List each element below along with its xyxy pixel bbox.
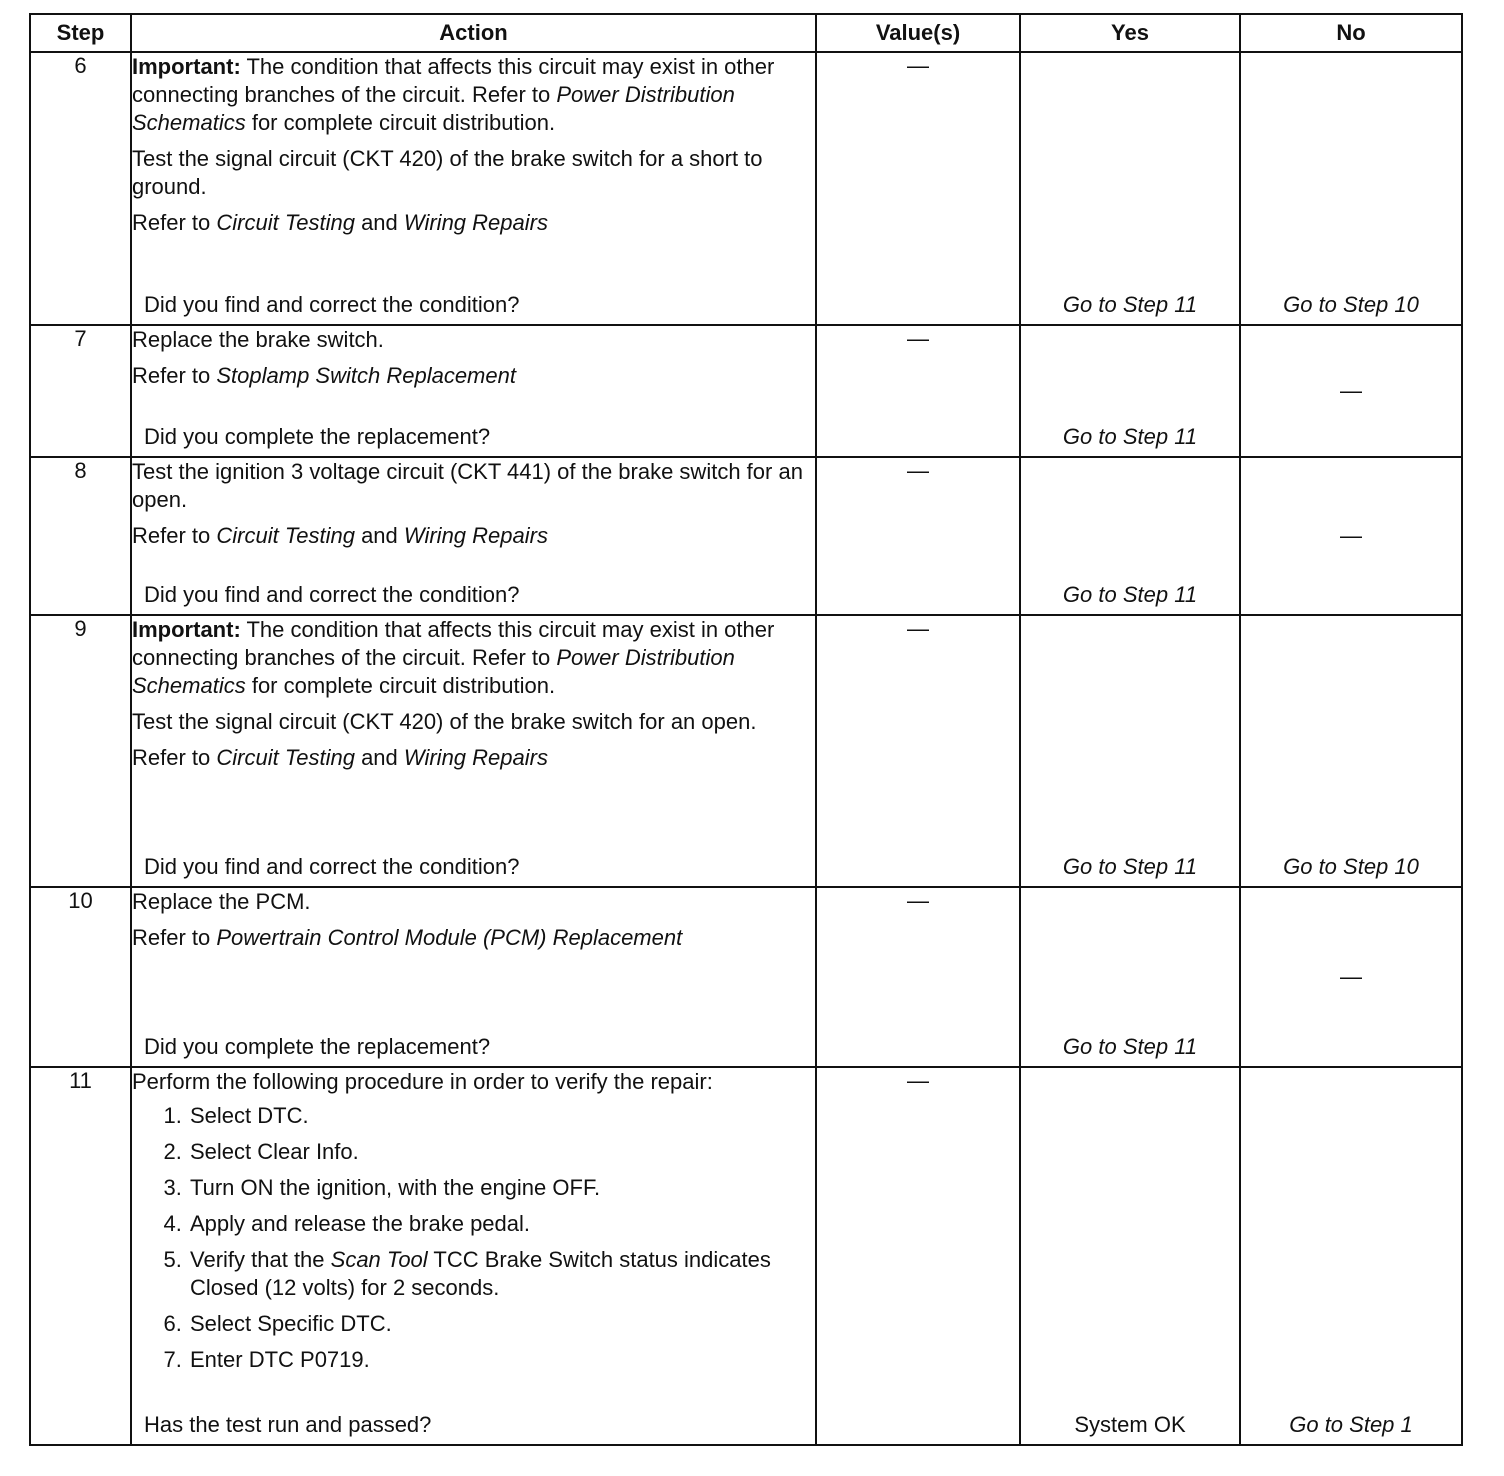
no-cell [1240,457,1462,615]
yes-outcome: Go to Step 11 [1062,292,1198,317]
header-values: Value(s) [816,14,1020,52]
refer-line [132,209,815,237]
refer-prefix: Refer to [132,523,217,548]
action-cell [131,615,816,887]
reference-circuit-testing: Circuit Testing [216,210,355,235]
scan-tool-reference: Scan Tool [330,1247,428,1272]
yes-cell [1020,887,1240,1067]
no-cell [1240,615,1462,887]
procedure-intro: Perform the following procedure in order to verify the repair: [132,1069,713,1094]
item-text: TCC Brake Switch status indicates Closed (12 volts) for 2 seconds. [190,1247,771,1300]
yes-outcome: Go to Step 11 [1062,1034,1198,1059]
question-text: Did you complete the replacement? [144,424,491,449]
yes-cell [1020,52,1240,325]
list-item: 3. Turn ON the ignition, with the engine OFF. [188,1174,815,1202]
refer-line [132,924,815,952]
action-cell [131,457,816,615]
value-cell: — [816,887,1020,1067]
header-row [30,14,1462,52]
list-item [188,1246,815,1302]
reference-wiring-repairs: Wiring Repairs [403,745,548,770]
step-number: 11 [30,1067,131,1445]
refer-line [132,362,815,390]
step-number: 6 [30,52,131,325]
yes-cell [1020,1067,1240,1445]
reference-circuit-testing: Circuit Testing [216,523,355,548]
refer-and: and [354,210,404,235]
value-cell: — [816,325,1020,457]
no-outcome: Go to Step 10 [1283,854,1419,879]
table-row [30,1067,1462,1445]
list-item: 2. Select Clear Info. [188,1138,815,1166]
yes-outcome: Go to Step 11 [1062,582,1198,607]
step-number: 7 [30,325,131,457]
reference-wiring-repairs: Wiring Repairs [403,523,548,548]
action-instruction: Replace the PCM. [132,889,311,914]
test-instruction: Test the ignition 3 voltage circuit (CKT 441) of the brake switch for an open. [132,459,803,512]
step-number: 8 [30,457,131,615]
value-cell: — [816,1067,1020,1445]
important-label: Important: [132,54,241,79]
no-cell [1240,325,1462,457]
table-row [30,325,1462,457]
important-text: for complete circuit distribution. [245,673,556,698]
reference-circuit-testing: Circuit Testing [216,745,355,770]
yes-cell [1020,615,1240,887]
refer-prefix: Refer to [132,925,217,950]
reference-power-distribution: Power Distribution Schematics [132,645,735,698]
question-text: Did you find and correct the condition? [144,582,520,607]
reference-stoplamp-switch: Stoplamp Switch Replacement [216,363,516,388]
header-action: Action [131,14,816,52]
item-text: Verify that the [190,1247,331,1272]
table-row [30,887,1462,1067]
yes-outcome: Go to Step 11 [1062,854,1198,879]
no-cell [1240,887,1462,1067]
no-outcome: — [1340,523,1362,548]
refer-line [132,744,815,772]
value-cell: — [816,457,1020,615]
no-cell [1240,52,1462,325]
header-yes: Yes [1020,14,1240,52]
table-row [30,457,1462,615]
list-item: 1. Select DTC. [188,1102,815,1130]
yes-cell [1020,457,1240,615]
question-text: Has the test run and passed? [144,1412,432,1437]
diagnostic-table [29,13,1463,1446]
question-text: Did you find and correct the condition? [144,854,520,879]
important-note [132,616,815,700]
action-cell [131,1067,816,1445]
header-step: Step [30,14,131,52]
refer-and: and [354,523,404,548]
action-instruction: Replace the brake switch. [132,327,384,352]
table-row [30,615,1462,887]
list-item: 6. Select Specific DTC. [188,1310,815,1338]
action-cell [131,52,816,325]
reference-power-distribution: Power Distribution Schematics [132,82,735,135]
no-outcome: — [1340,378,1362,403]
value-cell: — [816,52,1020,325]
refer-and: and [354,745,404,770]
action-cell [131,887,816,1067]
refer-prefix: Refer to [132,210,217,235]
question-text: Did you find and correct the condition? [144,292,520,317]
important-text: for complete circuit distribution. [245,110,556,135]
yes-cell [1020,325,1240,457]
no-outcome: Go to Step 1 [1289,1412,1413,1437]
list-item: 7. Enter DTC P0719. [188,1346,815,1374]
step-number: 9 [30,615,131,887]
yes-outcome: System OK [1074,1412,1186,1437]
important-text: The condition that affects this circuit may exist in other connecting branches of the circuit. Refer to [132,617,775,670]
yes-outcome: Go to Step 11 [1062,424,1198,449]
test-instruction: Test the signal circuit (CKT 420) of the brake switch for an open. [132,709,757,734]
step-number: 10 [30,887,131,1067]
question-text: Did you complete the replacement? [144,1034,491,1059]
refer-line [132,522,815,550]
refer-prefix: Refer to [132,745,217,770]
reference-pcm-replacement: Powertrain Control Module (PCM) Replacement [216,925,683,950]
value-cell: — [816,615,1020,887]
test-instruction: Test the signal circuit (CKT 420) of the brake switch for a short to ground. [132,146,763,199]
important-note [132,53,815,137]
important-text: The condition that affects this circuit may exist in other connecting branches of the circuit. Refer to [132,54,775,107]
table-row [30,52,1462,325]
refer-prefix: Refer to [132,363,217,388]
header-no: No [1240,14,1462,52]
action-cell [131,325,816,457]
procedure-list [132,1102,815,1374]
important-label: Important: [132,617,241,642]
reference-wiring-repairs: Wiring Repairs [403,210,548,235]
list-item: 4. Apply and release the brake pedal. [188,1210,815,1238]
no-outcome: Go to Step 10 [1283,292,1419,317]
no-outcome: — [1340,964,1362,989]
no-cell [1240,1067,1462,1445]
